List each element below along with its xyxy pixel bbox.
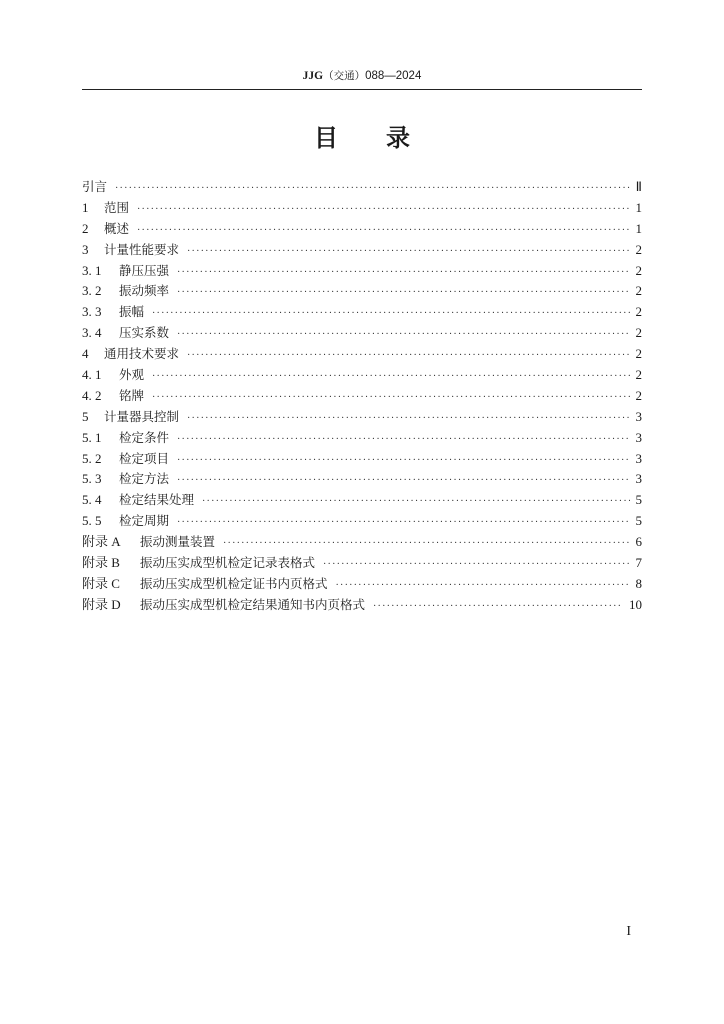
toc-entry-page: 2 (635, 367, 642, 383)
toc-entry-number: 5. 1 (82, 429, 102, 445)
toc-leader-dots (137, 200, 629, 221)
toc-leader-dots (177, 430, 629, 451)
toc-entry-number: 附录 C (82, 575, 120, 591)
toc-entry-label: 范围 (104, 199, 130, 215)
toc-entry-5-3[interactable] (82, 469, 642, 490)
toc-leader-dots (223, 534, 629, 555)
toc-entry-3-1[interactable] (82, 261, 642, 282)
toc-entry-label: 振动压实成型机检定结果通知书内页格式 (140, 596, 366, 612)
toc-entry-1[interactable] (82, 198, 642, 219)
toc-entry-4-1[interactable] (82, 365, 642, 386)
toc-entry-label: 静压压强 (119, 262, 170, 278)
toc-entry-number: 3. 3 (82, 304, 102, 320)
toc-leader-dots (177, 263, 629, 284)
toc-leader-dots (373, 597, 623, 618)
toc-entry-page: 2 (635, 283, 642, 299)
toc-entry-label: 概述 (104, 220, 130, 236)
toc-entry-appendix-c[interactable] (82, 574, 642, 595)
toc-entry-5[interactable] (82, 407, 642, 428)
page-header (82, 60, 642, 90)
toc-entry-label: 检定周期 (119, 513, 170, 529)
page-title: 目录 (314, 124, 458, 152)
toc-entry-5-4[interactable] (82, 490, 642, 511)
toc-entry-page: 3 (635, 450, 642, 466)
toc-entry-number: 4 (82, 346, 89, 362)
toc-entry-3-2[interactable] (82, 281, 642, 302)
toc-entry-label: 检定条件 (119, 429, 170, 445)
toc-entry-page: 2 (635, 346, 642, 362)
toc-entry-number: 5. 5 (82, 513, 102, 529)
toc-leader-dots (323, 555, 629, 576)
toc-entry-label: 计量器具控制 (104, 408, 180, 424)
toc-leader-dots (177, 513, 629, 534)
toc-entry-appendix-d[interactable] (82, 595, 642, 616)
toc-entry-3[interactable] (82, 240, 642, 261)
toc-entry-number: 3. 4 (82, 325, 102, 341)
toc-entry-page: Ⅱ (635, 179, 642, 194)
toc-leader-dots (137, 221, 629, 242)
toc-leader-dots (177, 451, 629, 472)
toc-leader-dots (187, 346, 629, 367)
standard-code-sector: （交通） (323, 70, 366, 82)
toc-entry-2[interactable] (82, 219, 642, 240)
toc-entry-page: 3 (635, 429, 642, 445)
toc-leader-dots (152, 367, 629, 388)
toc-entry-number: 3. 2 (82, 283, 102, 299)
toc-entry-number: 附录 A (82, 534, 121, 550)
toc-leader-dots (187, 409, 629, 430)
toc-entry-label: 引言 (82, 179, 108, 194)
toc-entry-number: 4. 1 (82, 367, 102, 383)
toc-entry-label: 通用技术要求 (104, 346, 180, 362)
toc-entry-number: 4. 2 (82, 387, 102, 403)
toc-entry-page: 1 (635, 199, 642, 215)
toc-entry-label: 检定方法 (119, 471, 170, 487)
toc-entry-label: 检定结果处理 (119, 492, 195, 508)
toc-entry-label: 振动频率 (119, 283, 170, 299)
toc-entry-page: 10 (629, 596, 642, 612)
toc-leader-dots (177, 283, 629, 304)
toc-entry-3-4[interactable] (82, 323, 642, 344)
toc-entry-number: 5 (82, 408, 89, 424)
toc-leader-dots (152, 304, 629, 325)
toc-leader-dots (202, 492, 629, 513)
toc-entry-page: 6 (635, 534, 642, 550)
toc-entry-page: 8 (635, 575, 642, 591)
toc-entry-page: 7 (635, 555, 642, 571)
toc-entry-page: 2 (635, 241, 642, 257)
toc-entry-page: 5 (635, 492, 642, 508)
toc-entry-page: 2 (635, 325, 642, 341)
toc-entry-label: 振动压实成型机检定证书内页格式 (140, 575, 328, 591)
table-of-contents (82, 177, 642, 616)
toc-entry-number: 1 (82, 199, 89, 215)
toc-entry-number: 附录 B (82, 555, 120, 571)
toc-entry-number: 5. 4 (82, 492, 102, 508)
toc-entry-page: 3 (635, 408, 642, 424)
toc-entry-5-5[interactable] (82, 511, 642, 532)
toc-entry-intro[interactable] (82, 177, 642, 198)
toc-entry-label: 计量性能要求 (104, 241, 180, 257)
toc-entry-number: 5. 2 (82, 450, 102, 466)
toc-entry-page: 2 (635, 262, 642, 278)
standard-code-number: 088—2024 (365, 70, 422, 82)
toc-entry-page: 1 (635, 220, 642, 236)
toc-entry-label: 铭牌 (119, 387, 145, 403)
toc-entry-page: 3 (635, 471, 642, 487)
toc-entry-label: 外观 (119, 367, 145, 383)
toc-entry-appendix-a[interactable] (82, 532, 642, 553)
toc-entry-5-1[interactable] (82, 428, 642, 449)
toc-entry-4-2[interactable] (82, 386, 642, 407)
toc-entry-label: 振动测量装置 (140, 534, 216, 550)
toc-entry-label: 压实系数 (119, 325, 170, 341)
toc-leader-dots (115, 179, 630, 200)
toc-entry-3-3[interactable] (82, 302, 642, 323)
toc-entry-page: 2 (635, 387, 642, 403)
toc-leader-dots (177, 325, 629, 346)
toc-entry-4[interactable] (82, 344, 642, 365)
toc-entry-number: 5. 3 (82, 471, 102, 487)
toc-leader-dots (177, 471, 629, 492)
toc-leader-dots (336, 576, 630, 597)
page-number: I (626, 924, 631, 939)
toc-entry-number: 3. 1 (82, 262, 102, 278)
toc-entry-number: 2 (82, 220, 89, 236)
toc-leader-dots (152, 388, 629, 409)
toc-leader-dots (187, 242, 629, 263)
toc-entry-label: 振幅 (119, 304, 145, 320)
toc-entry-number: 3 (82, 241, 89, 257)
toc-entry-number: 附录 D (82, 596, 121, 612)
toc-entry-label: 检定项目 (119, 450, 170, 466)
toc-entry-page: 2 (635, 304, 642, 320)
toc-entry-page: 5 (635, 513, 642, 529)
toc-entry-appendix-b[interactable] (82, 553, 642, 574)
toc-entry-5-2[interactable] (82, 449, 642, 470)
toc-entry-label: 振动压实成型机检定记录表格式 (140, 555, 316, 571)
standard-code-prefix: JJG (302, 70, 324, 82)
